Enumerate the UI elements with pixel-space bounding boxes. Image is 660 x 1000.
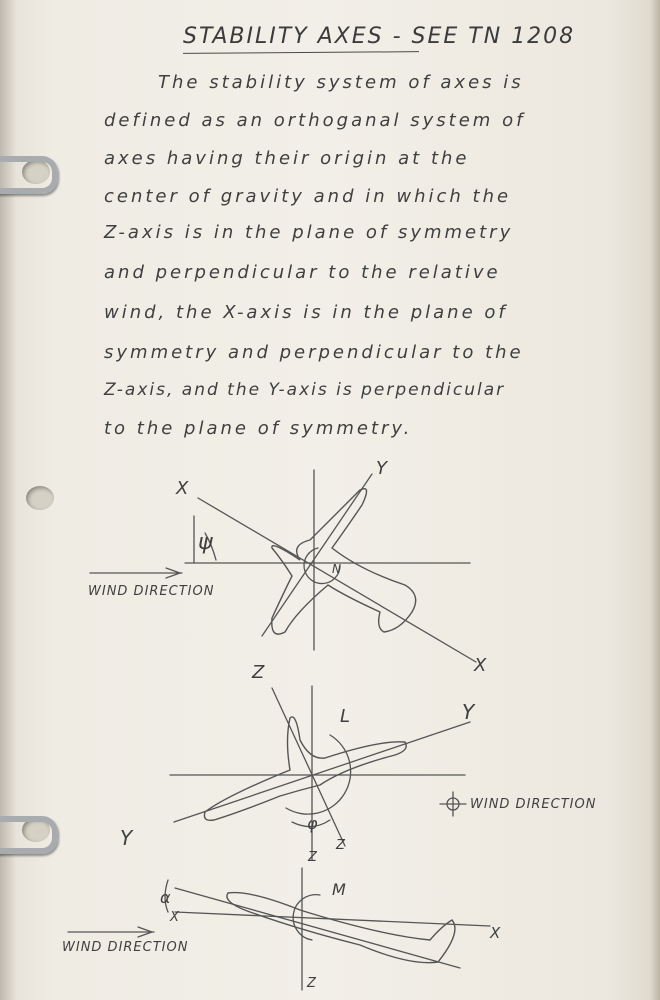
middle-moment-label: L [340, 706, 351, 727]
middle-y-label: Y [462, 700, 475, 724]
body-line-4: center of gravity and in which the [104, 186, 512, 207]
bottom-airplane-outline [227, 893, 455, 963]
bottom-moment-label: M [332, 880, 346, 899]
top-y-label: Y [376, 458, 387, 479]
bottom-x-label: X [170, 910, 179, 925]
top-airplane-outline [272, 489, 416, 634]
body-line-2: defined as an orthoganal system of [104, 110, 526, 131]
bottom-wind-label: WIND DIRECTION [62, 940, 189, 955]
bottom-alpha-label: α [160, 888, 171, 907]
top-x-label-end: X [474, 655, 487, 676]
top-diagram-yaw [90, 470, 476, 662]
bottom-tilted-axis [175, 888, 460, 968]
top-y-axis [262, 474, 372, 636]
middle-airplane-outline [204, 717, 406, 820]
bottom-diagram-pitch [68, 868, 490, 990]
bottom-z-label: Z [308, 850, 317, 865]
body-line-1: The stability system of axes is [158, 72, 524, 93]
body-line-8: symmetry and perpendicular to the [104, 342, 524, 363]
bottom-z-label-end: Z [307, 976, 316, 991]
middle-wind-label: WIND DIRECTION [470, 797, 597, 812]
top-x-axis [198, 498, 476, 662]
top-wind-label: WIND DIRECTION [88, 584, 215, 599]
middle-z-label-end: Z [336, 838, 345, 853]
body-line-7: wind, the X-axis is in the plane of [104, 302, 508, 323]
middle-diagram-roll [170, 686, 470, 860]
bottom-x-label-end: X [490, 924, 501, 942]
body-line-9: Z-axis, and the Y-axis is perpendicular [104, 380, 506, 400]
middle-z-label: Z [252, 662, 265, 683]
body-line-3: axes having their origin at the [104, 148, 470, 169]
middle-y-label-end: Y [120, 826, 133, 850]
body-line-5: Z-axis is in the plane of symmetry [104, 222, 514, 243]
body-line-6: and perpendicular to the relative [104, 262, 501, 283]
top-x-label: X [176, 478, 189, 499]
top-psi-label: ψ [198, 530, 213, 555]
middle-phi-label: φ [307, 814, 318, 833]
body-line-10: to the plane of symmetry. [104, 418, 413, 439]
middle-y-axis [174, 722, 470, 822]
page-title: STABILITY AXES - SEE TN 1208 [183, 24, 576, 49]
top-moment-label: N [332, 562, 341, 576]
